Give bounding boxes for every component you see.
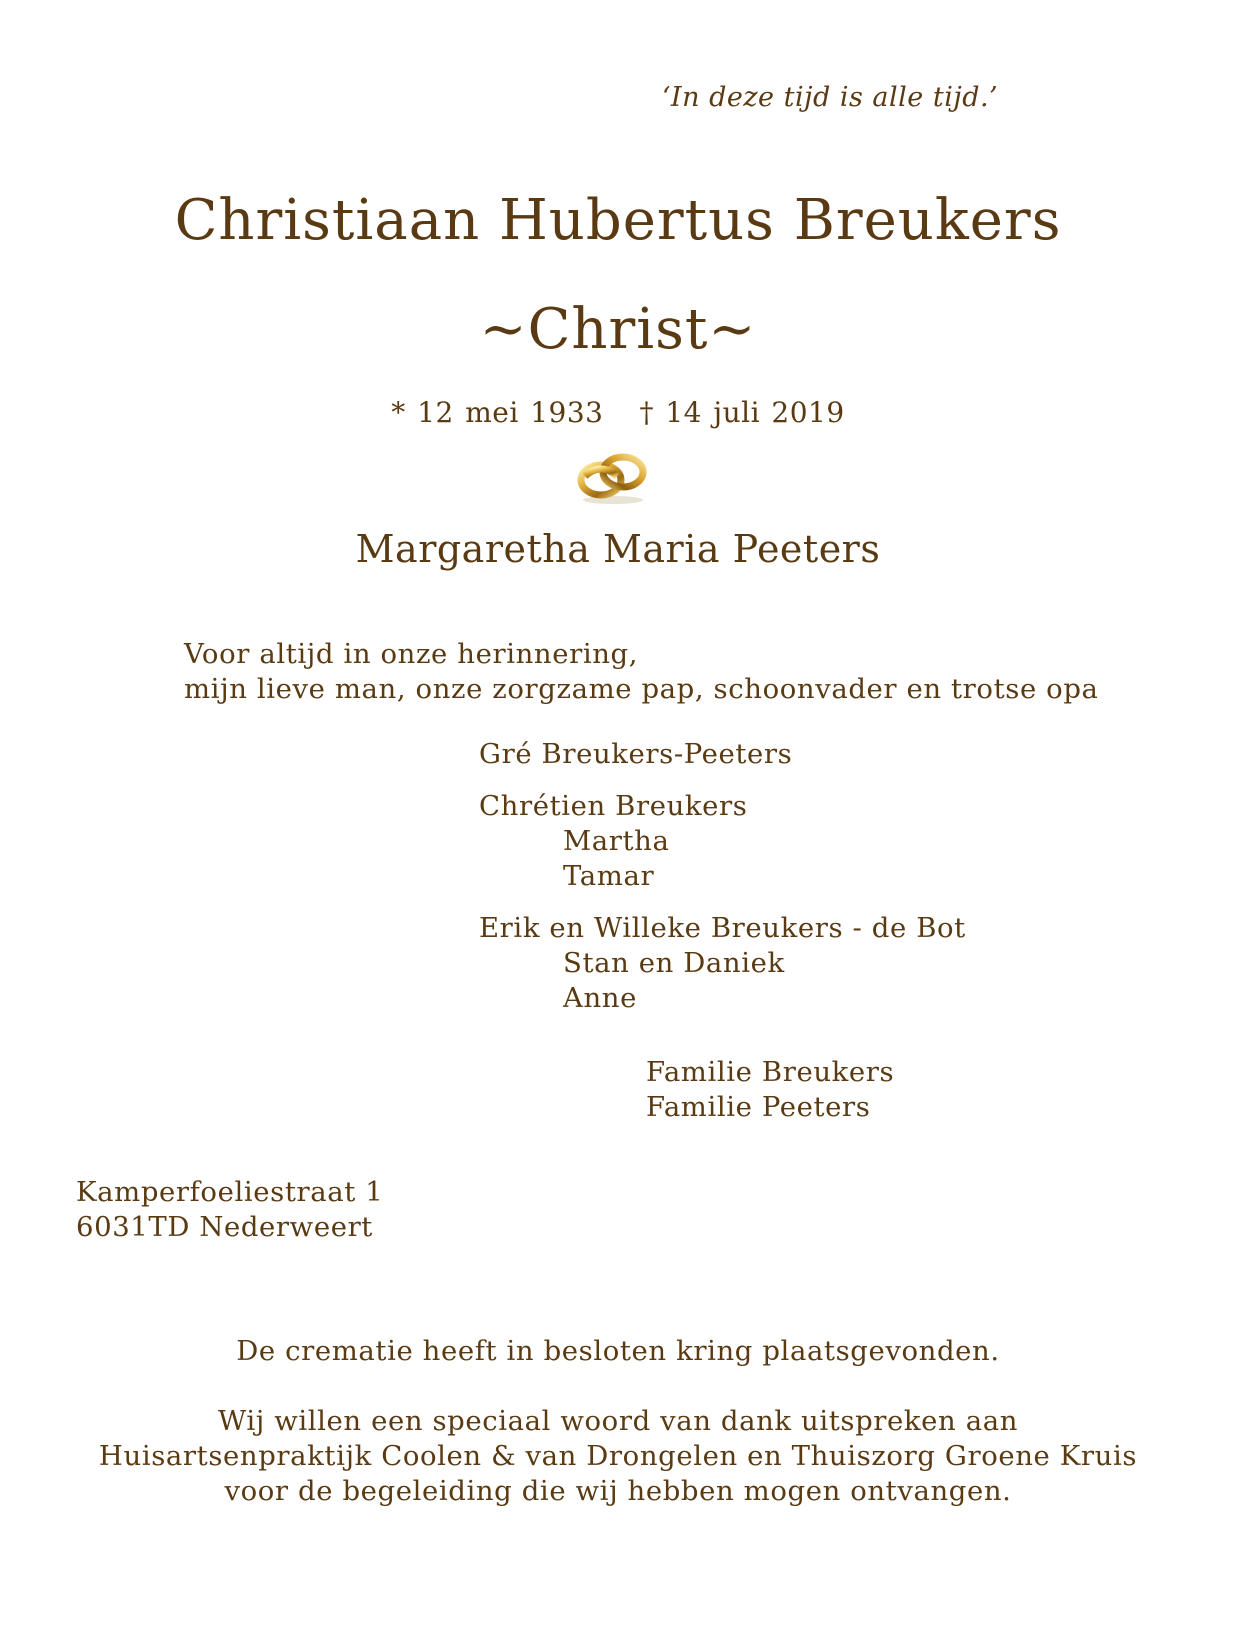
- address-block: [76, 1175, 383, 1245]
- intro-text: [184, 637, 1099, 707]
- death-date: † 14 juli 2019: [639, 396, 845, 429]
- family-member: Gré Breukers-Peeters: [479, 738, 793, 770]
- family-list: [479, 737, 966, 1033]
- family-member: Chrétien Breukers: [479, 790, 748, 822]
- thanks-line: voor de begeleiding die wij hebben mogen ontvangen.: [224, 1475, 1012, 1507]
- thanks-line: Huisartsenpraktijk Coolen & van Drongelen en Thuiszorg Groene Kruis: [98, 1440, 1138, 1472]
- grandchild: Anne: [563, 982, 637, 1014]
- intro-line: mijn lieve man, onze zorgzame pap, schoonvader en trotse opa: [184, 673, 1099, 705]
- family-member: Erik en Willeke Breukers - de Bot: [479, 912, 966, 944]
- family-group: [479, 789, 966, 894]
- wedding-rings-icon: [571, 446, 655, 506]
- cremation-note: De crematie heeft in besloten kring plaatsgevonden.: [236, 1335, 1000, 1367]
- extended-family-item: Familie Peeters: [646, 1091, 871, 1123]
- extended-family: [646, 1055, 894, 1125]
- deceased-nickname: ~Christ~: [479, 297, 757, 362]
- grandchild: Stan en Daniek: [563, 947, 785, 979]
- extended-family-item: Familie Breukers: [646, 1056, 895, 1088]
- address-city: 6031TD Nederweert: [76, 1211, 373, 1243]
- thanks-line: Wij willen een speciaal woord van dank uitspreken aan: [217, 1405, 1019, 1437]
- opening-quote: ‘In deze tijd is alle tijd.’: [661, 82, 999, 113]
- thanks-text: [0, 1404, 1236, 1509]
- birth-date: * 12 mei 1933: [391, 396, 604, 429]
- family-group: [479, 911, 966, 1016]
- intro-line: Voor altijd in onze herinnering,: [184, 638, 639, 670]
- life-dates: [0, 396, 1236, 429]
- grandchild: Martha: [563, 825, 670, 857]
- family-group: [479, 737, 966, 772]
- deceased-full-name: Christiaan Hubertus Breukers: [174, 188, 1062, 253]
- address-street: Kamperfoeliestraat 1: [76, 1176, 384, 1208]
- partner-name: Margaretha Maria Peeters: [355, 527, 881, 571]
- grandchild: Tamar: [563, 860, 655, 892]
